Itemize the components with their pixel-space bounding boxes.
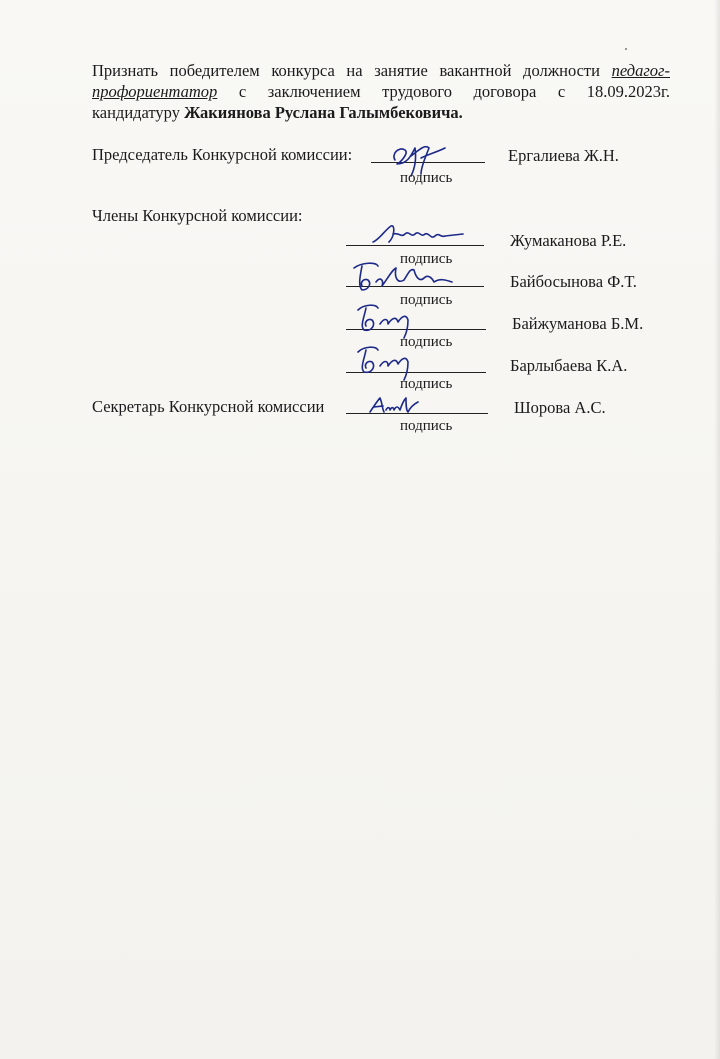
chair-signature-caption: подпись [400, 170, 453, 186]
decision-text-3: кандидатуру [92, 103, 180, 122]
candidate-name: Жакиянова Руслана Галымбековича. [184, 103, 463, 122]
secretary-signature-image [366, 394, 422, 416]
member-1-signature-caption: подпись [400, 251, 453, 267]
member-4-signature-caption: подпись [400, 376, 453, 392]
decision-line-3 [92, 102, 670, 123]
decision-line-2 [92, 81, 670, 102]
chair-label: Председатель Конкурсной комиссии: [92, 145, 353, 164]
member-3-name: Байжуманова Б.М. [512, 314, 644, 333]
decision-text-1: Признать победителем конкурса на занятие вакантной должности [92, 61, 600, 80]
chair-name: Ергалиева Ж.Н. [508, 146, 619, 165]
member-2-signature-caption: подпись [400, 292, 453, 308]
secretary-name: Шорова А.С. [514, 398, 606, 417]
secretary-signature-caption: подпись [400, 418, 453, 434]
member-3-signature-caption: подпись [400, 334, 453, 350]
decision-text-2: с заключением трудового договора с 18.09.2023г. [238, 82, 670, 101]
decision-paragraph [92, 60, 670, 123]
member-2-signature-image [348, 256, 468, 296]
secretary-label: Секретарь Конкурсной комиссии [92, 397, 325, 416]
decision-line-1 [92, 60, 670, 81]
member-1-name: Жумаканова Р.Е. [510, 231, 627, 250]
position-title-part-1: педагог- [611, 61, 670, 80]
position-title-part-2: профориентатор [92, 82, 218, 101]
members-label: Члены Конкурсной комиссии: [92, 206, 303, 225]
member-1-signature-image [365, 220, 475, 250]
member-2-name: Байбосынова Ф.Т. [510, 272, 637, 291]
page-edge-shadow [714, 0, 720, 1059]
paper-speck [625, 48, 627, 50]
member-4-name: Барлыбаева К.А. [510, 356, 628, 375]
